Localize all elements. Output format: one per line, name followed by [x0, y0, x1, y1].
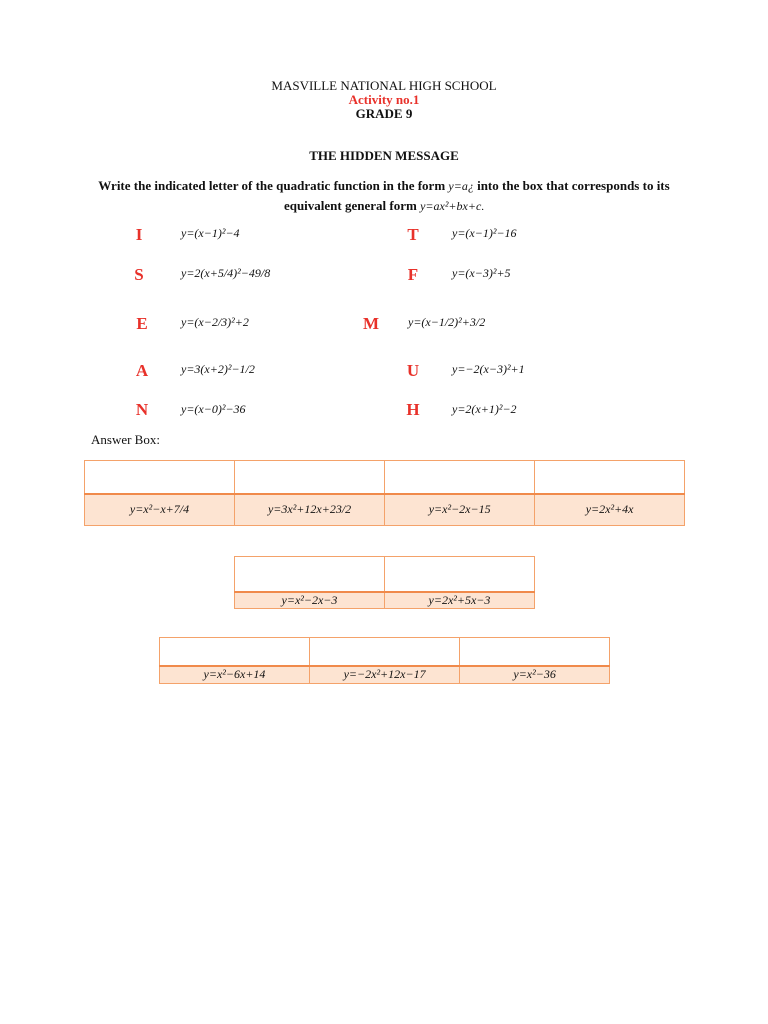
expr-t: y=(x−1)²−16: [452, 226, 517, 240]
expr-m: y=(x−1/2)²+3/2: [408, 315, 486, 329]
answer-table-1: [84, 460, 685, 526]
answer-box-label: Answer Box:: [91, 432, 160, 447]
letter-i: I: [135, 225, 143, 244]
expr-f: y=(x−3)²+5: [452, 266, 511, 280]
instructions-part2: into the box that corresponds to its equivalent general form: [283, 178, 670, 213]
vertex-form: y=a¿: [448, 179, 474, 193]
school-name: MASVILLE NATIONAL HIGH SCHOOL: [271, 78, 497, 93]
general-form-cell: y=3x²+12x+23/2: [234, 494, 384, 526]
expr-a: y=3(x+2)²−1/2: [181, 362, 255, 376]
expr-n: y=(x−0)²−36: [181, 402, 246, 416]
letter-h: H: [406, 400, 420, 419]
answer-cell[interactable]: [460, 638, 610, 666]
expr-s: y=2(x+5/4)²−49/8: [181, 266, 271, 280]
general-form-cell: y=2x²+4x: [535, 494, 685, 526]
letter-u: U: [406, 361, 420, 380]
expr-u: y=−2(x−3)²+1: [452, 362, 525, 376]
general-form-cell: y=x²−2x−15: [385, 494, 535, 526]
general-form-cell: y=2x²+5x−3: [384, 592, 534, 609]
letter-m: M: [362, 314, 380, 333]
letter-t: T: [407, 225, 419, 244]
instructions-period: .: [481, 201, 485, 213]
expr-e: y=(x−2/3)²+2: [181, 315, 249, 329]
instructions-part1: Write the indicated letter of the quadratic function in the form: [98, 178, 446, 193]
letter-a: A: [135, 361, 149, 380]
general-form-cell: y=x²−x+7/4: [85, 494, 235, 526]
answer-cell[interactable]: [85, 461, 235, 494]
answer-cell[interactable]: [309, 638, 459, 666]
answer-table-2: [234, 556, 535, 609]
general-form-cell: y=−2x²+12x−17: [309, 666, 459, 684]
general-form-cell: y=x²−2x−3: [235, 592, 385, 609]
general-form: y=ax²+bx+c: [420, 199, 482, 213]
answer-cell[interactable]: [234, 461, 384, 494]
expr-h: y=2(x+1)²−2: [452, 402, 517, 416]
expr-i: y=(x−1)²−4: [181, 226, 240, 240]
answer-cell[interactable]: [235, 557, 385, 592]
answer-table-3: [159, 637, 610, 684]
letter-s: S: [134, 265, 144, 284]
general-form-cell: y=x²−6x+14: [160, 666, 310, 684]
general-form-cell: y=x²−36: [460, 666, 610, 684]
answer-cell[interactable]: [535, 461, 685, 494]
answer-cell[interactable]: [384, 557, 534, 592]
activity-title: THE HIDDEN MESSAGE: [309, 148, 459, 163]
answer-cell[interactable]: [160, 638, 310, 666]
answer-cell[interactable]: [385, 461, 535, 494]
letter-n: N: [135, 400, 149, 419]
activity-number: Activity no.1: [348, 92, 420, 107]
instructions: [90, 176, 678, 217]
grade-level: GRADE 9: [355, 106, 413, 121]
letter-f: F: [407, 265, 419, 284]
letter-e: E: [136, 314, 148, 333]
